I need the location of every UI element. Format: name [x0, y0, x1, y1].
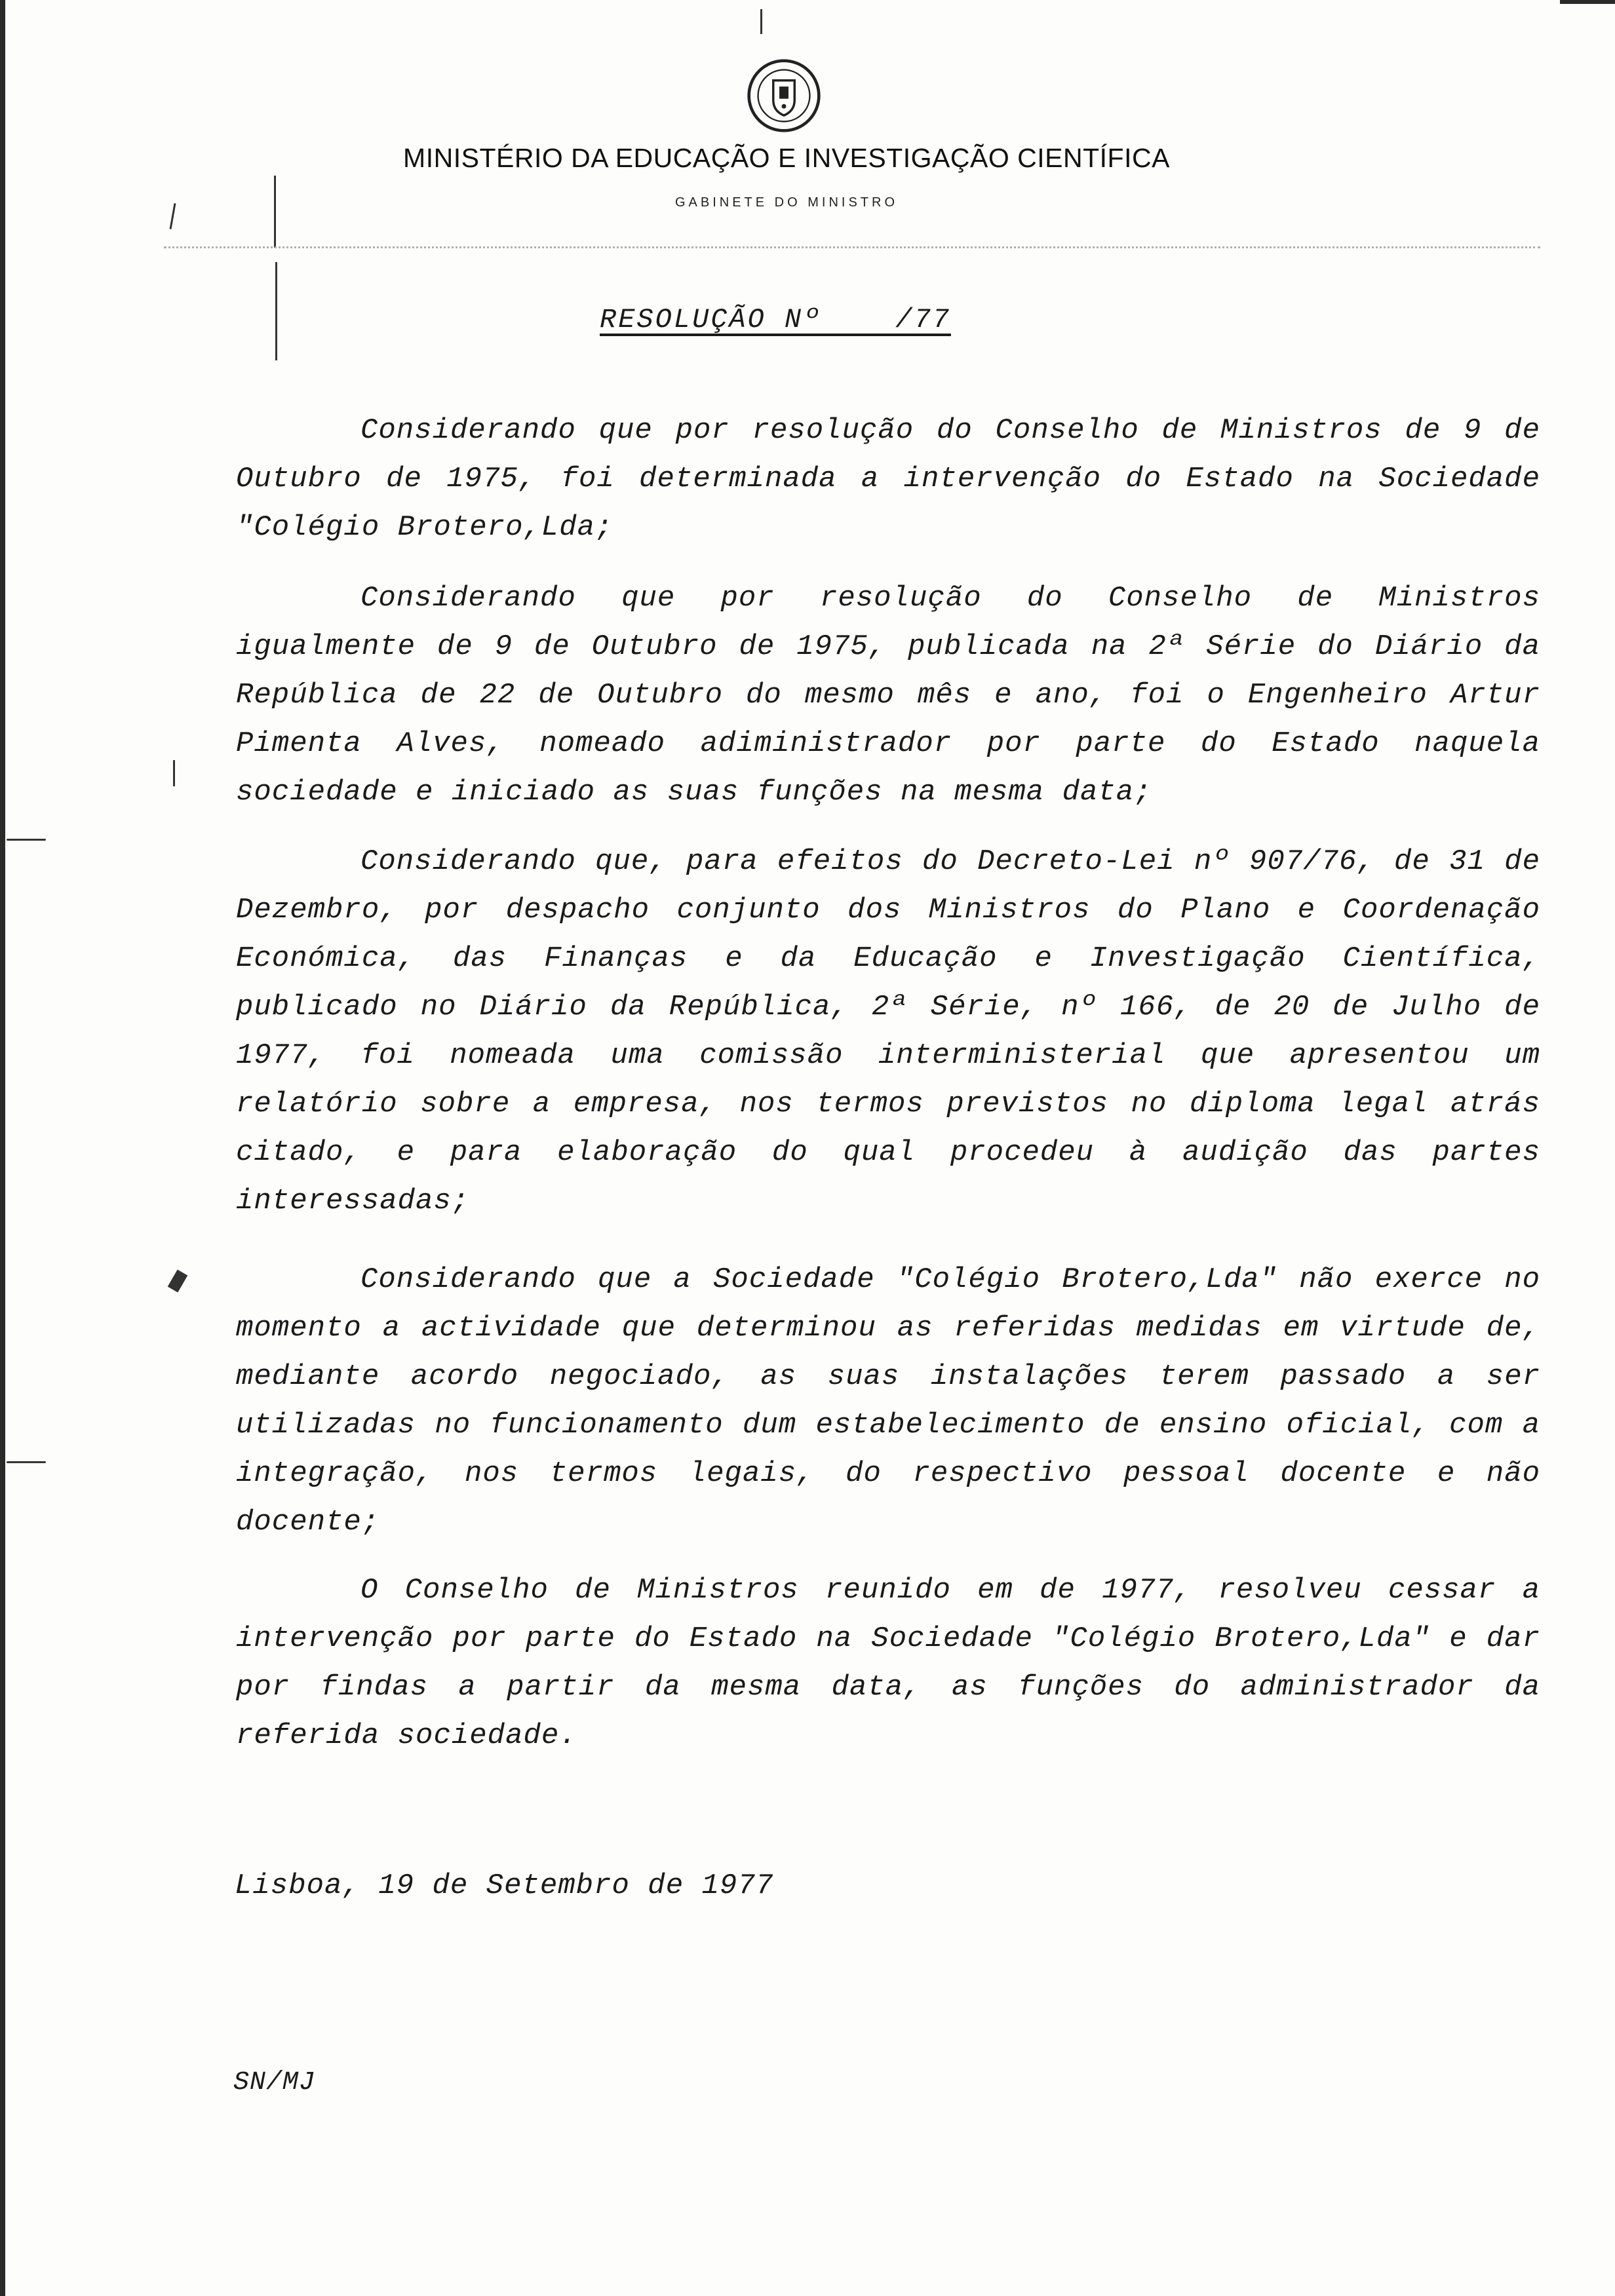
- stray-mark: [760, 9, 762, 34]
- paragraph-3: [236, 837, 1540, 1225]
- author-initials: SN/MJ: [233, 2068, 316, 2097]
- place-date: Lisboa, 19 de Setembro de 1977: [235, 1869, 774, 1902]
- scan-left-edge: [0, 0, 5, 2296]
- stray-mark: [7, 1461, 46, 1463]
- paragraph-text: Considerando que por resolução do Conselho de Ministros de 9 de Outubro de 1975, foi determinada a intervenção do Estado na Sociedade "Colégio Brotero,Lda;: [236, 414, 1540, 544]
- cabinet-name: GABINETE DO MINISTRO: [674, 195, 899, 210]
- paragraph-text: Considerando que a Sociedade "Colégio Brotero,Lda" não exerce no momento a actividade que determinou as referidas medidas em virtude de, mediante acordo negociado, as suas instalações terem passado a ser utilizadas no funcionamento dum estabelecimento de ensino oficial, com a integração, nos termos legais, do respectivo pessoal docente e não docente;: [236, 1263, 1540, 1539]
- ministry-name: MINISTÉRIO DA EDUCAÇÃO E INVESTIGAÇÃO CIENTÍFICA: [403, 143, 1170, 173]
- stray-mark: [173, 760, 175, 786]
- header-divider: [164, 246, 1540, 248]
- paragraph-text: Considerando que por resolução do Conselho de Ministros igualmente de 9 de Outubro de 1975, publicada na 2ª Série do Diário da República de 22 de Outubro do mesmo mês e ano, foi o Engenheiro Artur Pimenta Alves, nomeado adiministrador por parte do Estado naquela sociedade e iniciado as suas funções na mesma data;: [236, 582, 1540, 809]
- stray-mark: [7, 839, 46, 841]
- paragraph-4: [236, 1255, 1540, 1546]
- stray-mark: [275, 262, 277, 360]
- paragraph-1: [236, 406, 1540, 552]
- paragraph-5: [236, 1566, 1540, 1760]
- stray-mark: [168, 1270, 188, 1293]
- scan-top-edge: [1560, 0, 1615, 4]
- paragraph-text: O Conselho de Ministros reunido em de 1977, resolveu cessar a intervenção por parte do Estado na Sociedade "Colégio Brotero,Lda" e dar por findas a partir da mesma data, as funções do administrador da referida sociedade.: [236, 1574, 1540, 1752]
- paragraph-2: [236, 574, 1540, 816]
- resolution-title: RESOLUÇÃO Nº /77: [600, 304, 951, 335]
- coat-of-arms-seal-icon: [746, 58, 822, 134]
- stray-mark: [274, 176, 276, 248]
- paragraph-text: Considerando que, para efeitos do Decreto-Lei nº 907/76, de 31 de Dezembro, por despacho conjunto dos Ministros do Plano e Coordenação Económica, das Finanças e da Educação e Investigação Científica, publicado no Diário da República, 2ª Série, nº 166, de 20 de Julho de 1977, foi nomeada uma comissão interministerial que apresentou um relatório sobre a empresa, nos termos previstos no diploma legal atrás citado, e para elaboração do qual procedeu à audição das partes interessadas;: [236, 845, 1540, 1217]
